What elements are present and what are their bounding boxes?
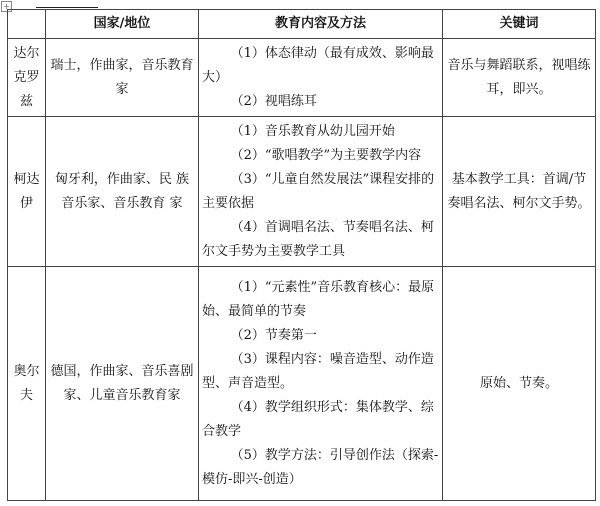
- table-header-row: [8, 10, 596, 39]
- table-row: [8, 117, 596, 267]
- table-row: [8, 39, 596, 117]
- content-item: （4）教学组织形式：集体教学、综合教学: [202, 399, 434, 439]
- content-item: （3）“儿童自然发展法”课程安排的主要依据: [202, 171, 435, 211]
- content-item: （2）节奏第一: [230, 327, 317, 343]
- content-item: （1）体态律动（最有成效、影响最大）: [202, 45, 434, 85]
- content-item: （5）教学方法：引导创作法（探索-模仿-即兴-创造）: [202, 447, 439, 487]
- content-item: （1）音乐教育从幼儿园开始: [230, 123, 395, 139]
- content-item: （3）课程内容：噪音造型、动作造型、声音造型。: [202, 351, 434, 391]
- cell-content: [199, 39, 443, 117]
- cell-country: 德国，作曲家、音乐喜剧家、儿童音乐教育家: [46, 267, 199, 501]
- header-name: [8, 10, 46, 39]
- preceding-text-fragment-underline: [36, 0, 98, 8]
- content-item: （2）“歌唱教学”为主要教学内容: [230, 147, 422, 163]
- cell-name: 柯达伊: [8, 117, 46, 267]
- cell-keywords: 原始、节奏。: [443, 267, 596, 501]
- cell-name: 奥尔夫: [8, 267, 46, 501]
- cell-keywords: 音乐与舞蹈联系，视唱练耳，即兴。: [443, 39, 596, 117]
- cell-name: 达尔克罗兹: [8, 39, 46, 117]
- header-country: 国家/地位: [46, 10, 199, 39]
- content-item: （4）首调唱名法、节奏唱名法、柯尔文手势为主要教学工具: [202, 219, 434, 259]
- table-move-handle-icon[interactable]: +: [1, 1, 12, 12]
- cell-country: 瑞士，作曲家，音乐教育家: [46, 39, 199, 117]
- cell-content: [199, 117, 443, 267]
- table-row: [8, 267, 596, 501]
- header-content: 教育内容及方法: [199, 10, 443, 39]
- header-keywords: 关键词: [443, 10, 596, 39]
- cell-country: 匈牙利，作曲家、民 族音乐家、音乐教育 家: [46, 117, 199, 267]
- cell-content: [199, 267, 443, 501]
- music-educators-table: [7, 9, 596, 501]
- content-item: （1）“元素性”音乐教育核心：最原始、最简单的节奏: [202, 279, 435, 319]
- content-item: （2）视唱练耳: [230, 93, 317, 109]
- cell-keywords: 基本教学工具：首调/节奏唱名法、柯尔文手势。: [443, 117, 596, 267]
